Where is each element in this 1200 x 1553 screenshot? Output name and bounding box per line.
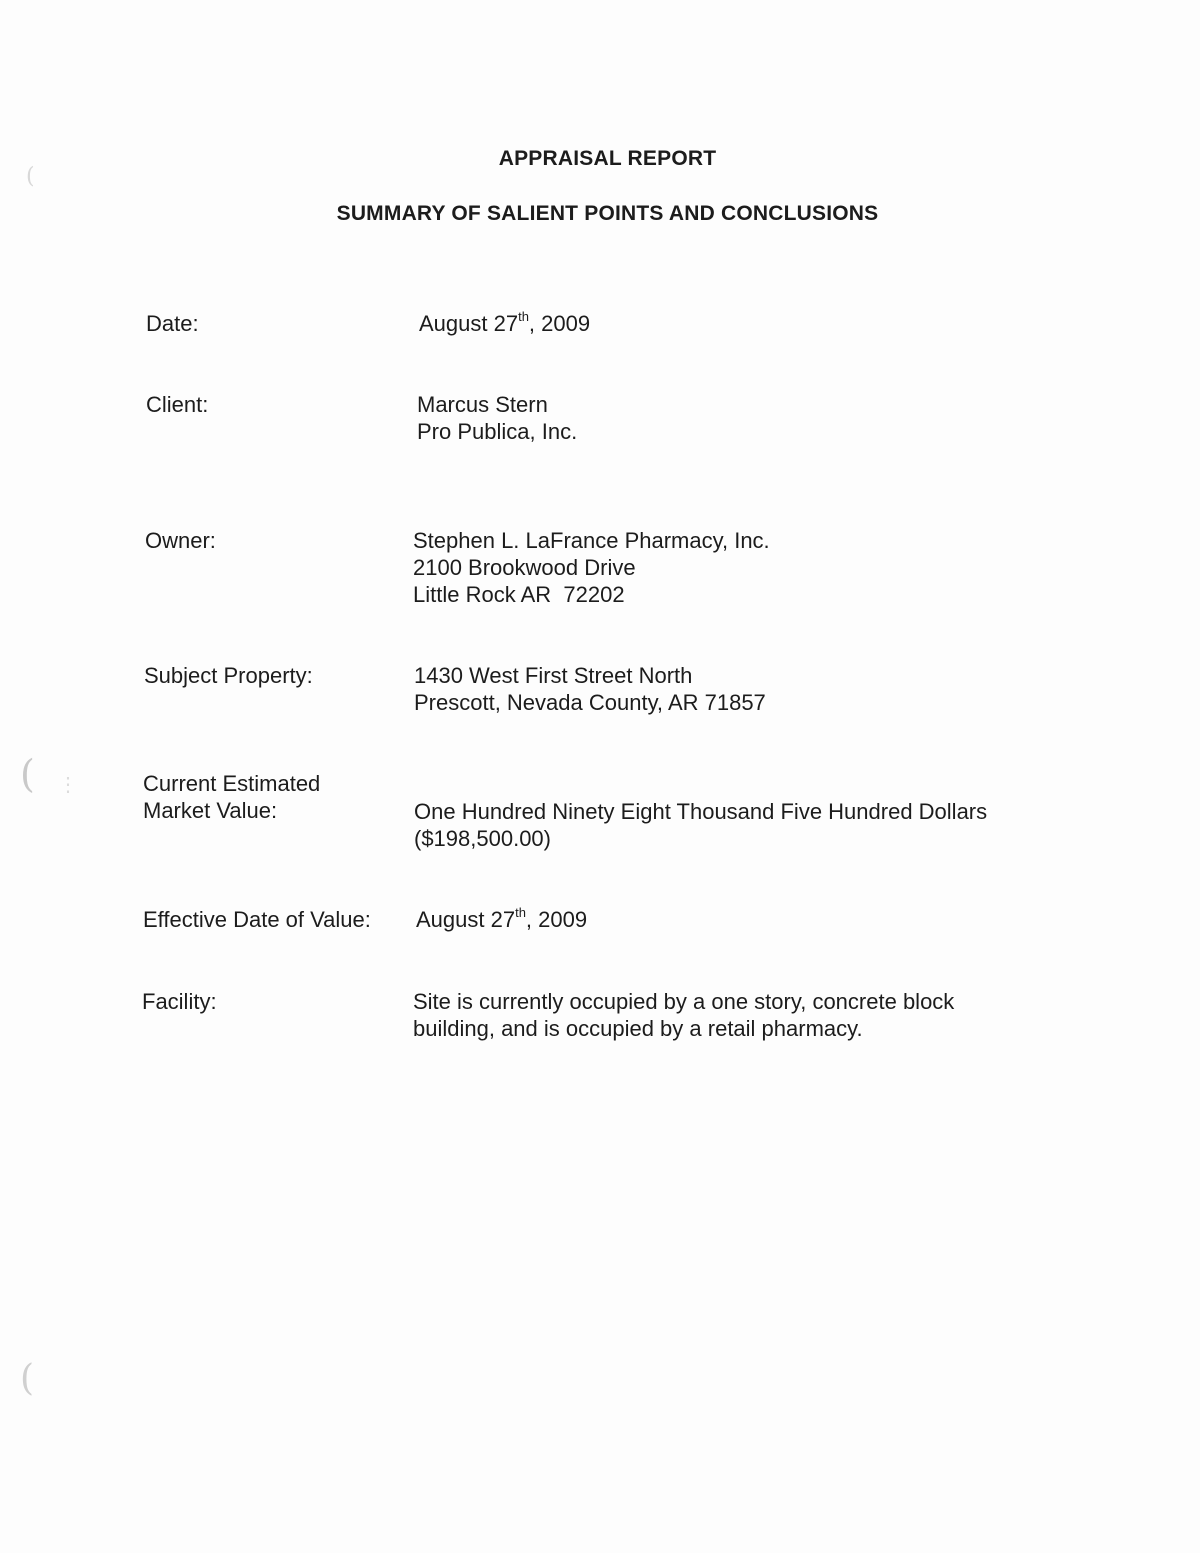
facility-label: Facility: xyxy=(142,989,217,1014)
date-year: , 2009 xyxy=(528,311,591,336)
date-suffix: th xyxy=(518,308,529,324)
owner-street: 2100 Brookwood Drive xyxy=(413,555,636,580)
owner-label: Owner: xyxy=(145,528,216,553)
owner-name: Stephen L. LaFrance Pharmacy, Inc. xyxy=(413,528,770,553)
effective-date-suffix: th xyxy=(515,904,526,920)
effective-date-month-day: August 27 xyxy=(416,907,516,932)
market-value-words: One Hundred Ninety Eight Thousand Five Hundred Dollars xyxy=(414,799,988,824)
market-value-label-line2: Market Value: xyxy=(143,798,278,823)
scan-mark-middle-small: ⋮ xyxy=(58,772,78,796)
report-title: APPRAISAL REPORT xyxy=(498,147,717,170)
report-subtitle: SUMMARY OF SALIENT POINTS AND CONCLUSIONS xyxy=(336,202,879,225)
subject-property-label: Subject Property: xyxy=(144,663,313,688)
client-name: Marcus Stern xyxy=(417,392,548,417)
effective-date-label: Effective Date of Value: xyxy=(143,907,371,932)
market-value-value xyxy=(414,798,987,852)
market-value-amount: ($198,500.00) xyxy=(414,826,551,851)
date-value xyxy=(419,310,590,337)
client-label: Client: xyxy=(146,392,209,417)
date-month-day: August 27 xyxy=(419,311,519,336)
scan-mark-middle: ( xyxy=(20,752,35,796)
effective-date-value xyxy=(416,906,587,933)
owner-city: Little Rock AR 72202 xyxy=(413,582,625,607)
facility-value xyxy=(413,988,954,1042)
subject-property-value xyxy=(414,662,766,716)
subject-property-street: 1430 West First Street North xyxy=(414,663,693,688)
scan-mark-top: ( xyxy=(26,164,35,189)
subject-property-city: Prescott, Nevada County, AR 71857 xyxy=(414,690,766,715)
client-organization: Pro Publica, Inc. xyxy=(417,419,578,444)
facility-line1: Site is currently occupied by a one story, concrete block xyxy=(413,989,955,1014)
effective-date-year: , 2009 xyxy=(525,907,588,932)
market-value-label xyxy=(143,770,320,824)
date-label: Date: xyxy=(146,311,199,336)
scan-mark-bottom: ( xyxy=(20,1358,35,1399)
owner-value xyxy=(413,527,770,608)
market-value-label-line1: Current Estimated xyxy=(143,771,321,796)
client-value xyxy=(417,391,577,445)
facility-line2: building, and is occupied by a retail pharmacy. xyxy=(413,1016,863,1041)
